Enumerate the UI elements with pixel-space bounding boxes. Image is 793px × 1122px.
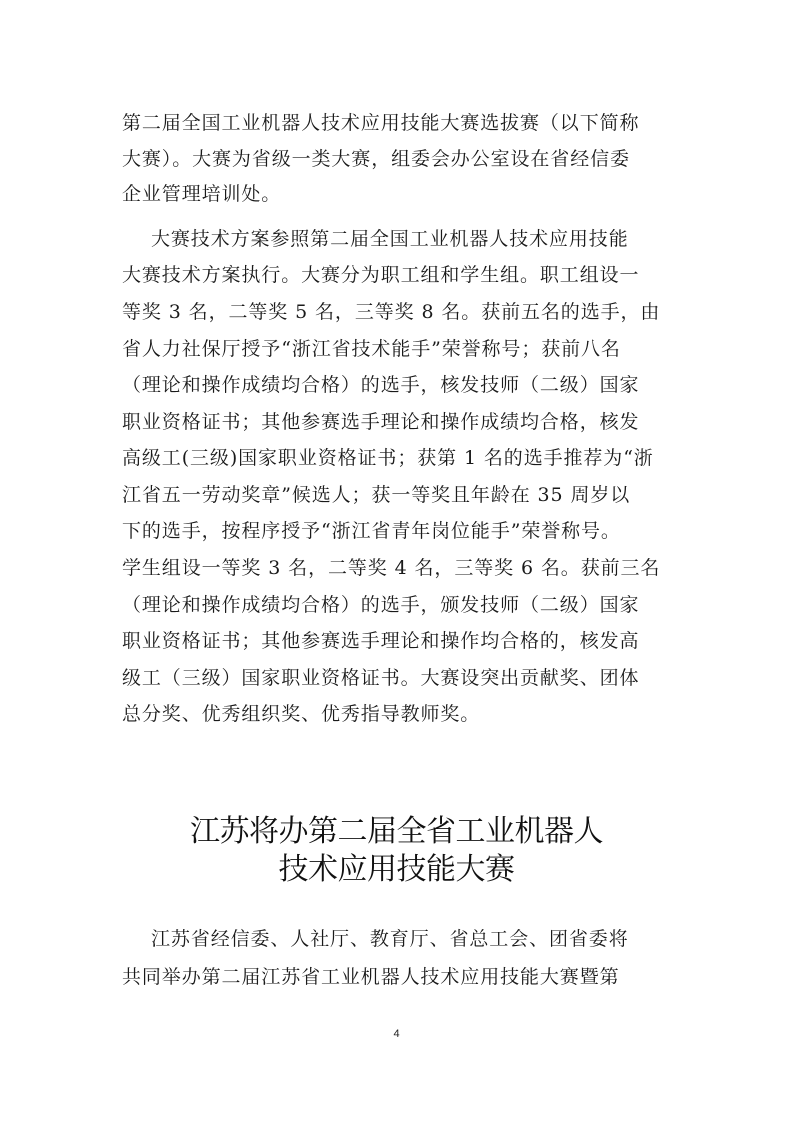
text-line: （理论和操作成绩均合格）的选手，颁发技师（二级）国家 [122, 594, 640, 616]
heading-line-1: 江苏将办第二届全省工业机器人 [190, 814, 603, 849]
text-line: 江省五一劳动奖章”候选人；获一等奖且年龄在 35 周岁以 [122, 484, 631, 506]
text-line: 职业资格证书；其他参赛选手理论和操作均合格的，核发高 [122, 630, 640, 652]
text-line: 高级工(三级)国家职业资格证书；获第 1 名的选手推荐为“浙 [122, 447, 654, 469]
text-line: 省人力社保厅授予“浙江省技术能手”荣誉称号；获前八名 [122, 338, 621, 360]
text-line: 学生组设一等奖 3 名，二等奖 4 名，三等奖 6 名。获前三名 [122, 557, 661, 579]
text-line: 大赛技术方案参照第二届全国工业机器人技术应用技能 [151, 228, 629, 250]
text-line: 下的选手，按程序授予“浙江省青年岗位能手”荣誉称号。 [122, 520, 621, 542]
text-line: 等奖 3 名，二等奖 5 名，三等奖 8 名。获前五名的选手，由 [122, 301, 661, 323]
text-line: 江苏省经信委、人社厅、教育厅、省总工会、团省委将 [151, 928, 629, 950]
text-line: （理论和操作成绩均合格）的选手，核发技师（二级）国家 [122, 374, 640, 396]
text-line: 职业资格证书；其他参赛选手理论和操作成绩均合格，核发 [122, 411, 640, 433]
text-line: 共同举办第二届江苏省工业机器人技术应用技能大赛暨第 [122, 966, 620, 988]
page-number: 4 [393, 1028, 400, 1040]
text-line: 大赛技术方案执行。大赛分为职工组和学生组。职工组设一 [122, 264, 640, 286]
text-line: 第二届全国工业机器人技术应用技能大赛选拔赛（以下简称 [122, 112, 640, 134]
text-line: 总分奖、优秀组织奖、优秀指导教师奖。 [122, 703, 481, 725]
text-line: 企业管理培训处。 [122, 183, 282, 205]
text-line: 级工（三级）国家职业资格证书。大赛设突出贡献奖、团体 [122, 667, 640, 689]
text-line: 大赛）。大赛为省级一类大赛，组委会办公室设在省经信委 [122, 148, 630, 170]
heading-line-2: 技术应用技能大赛 [278, 852, 515, 887]
